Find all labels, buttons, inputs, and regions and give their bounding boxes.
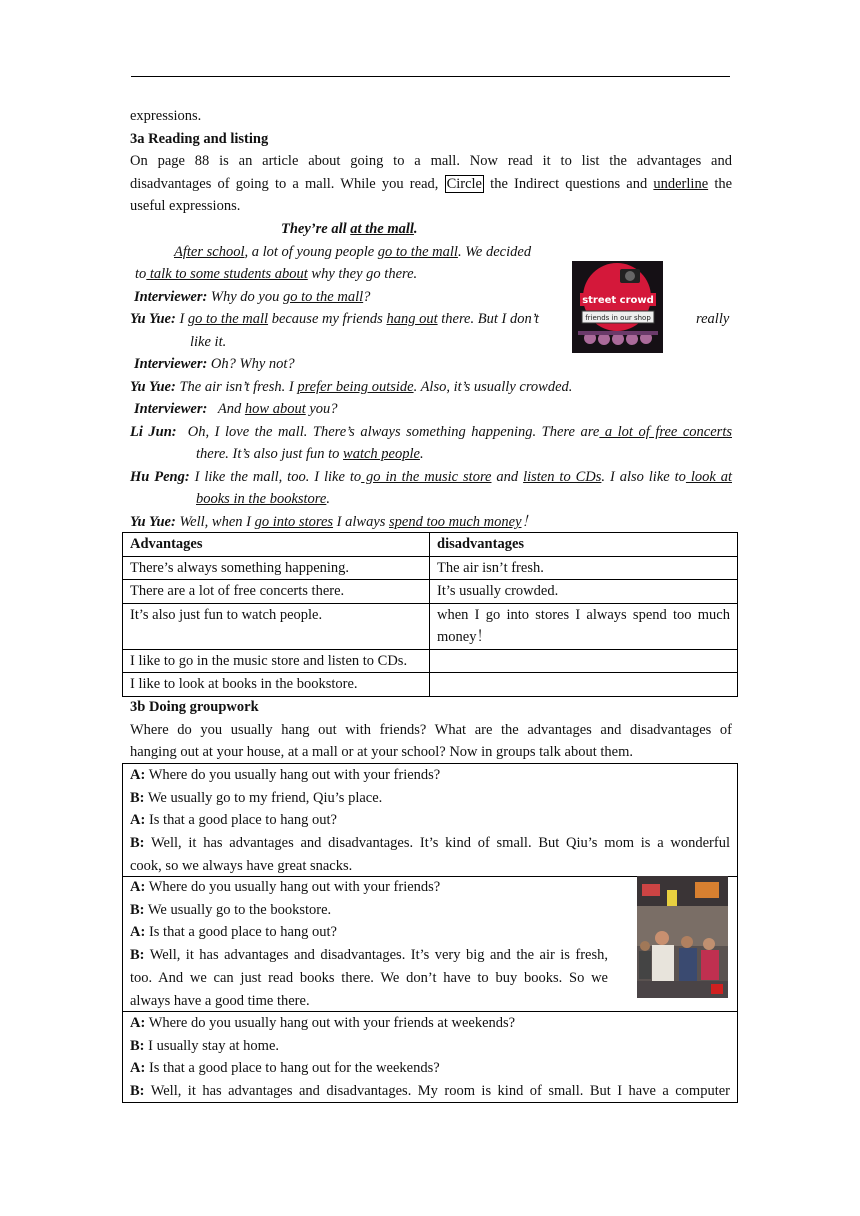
header-rule bbox=[131, 76, 730, 77]
dialog-line: B: Well, it has advantages and disadvantages. My room is kind of small. But I have a computer bbox=[130, 1083, 730, 1100]
street-photo-image bbox=[637, 876, 728, 998]
dialog-line: A: Where do you usually hang out with your friends? bbox=[130, 767, 441, 783]
interview-q3: Interviewer: And how about you? bbox=[134, 401, 338, 417]
logo-text-1: street crowd bbox=[582, 295, 654, 306]
dialog-line: always have a good time there. bbox=[130, 992, 310, 1009]
section-3a-instr-3: useful expressions. bbox=[130, 198, 241, 214]
table-cell: It’s also just fun to watch people. bbox=[123, 603, 430, 649]
dialog-line: A: Is that a good place to hang out? bbox=[130, 924, 337, 941]
table-header-row bbox=[123, 533, 738, 557]
interview-a1: Yu Yue: I go to the mall because my friends hang out there. But I don’t bbox=[130, 311, 539, 327]
dialog-line: B: I usually stay at home. bbox=[130, 1037, 280, 1054]
dialog-box-1 bbox=[122, 763, 738, 877]
table-row bbox=[123, 673, 738, 697]
dialog-line: cook, so we always have great snacks. bbox=[130, 857, 353, 874]
table-row bbox=[123, 580, 738, 604]
yu-yue-final: Yu Yue: Well, when I go into stores I always spend too much money！ bbox=[130, 514, 537, 530]
dialog-line: B: Well, it has advantages and disadvantages. It’s very big and the air is fresh, bbox=[130, 947, 608, 964]
street-crowd-logo-image bbox=[572, 261, 663, 353]
article-para-2: to talk to some students about why they go there. bbox=[135, 266, 418, 282]
table-cell bbox=[430, 673, 738, 697]
underline-word: underline bbox=[653, 176, 709, 192]
table-header-advantages: Advantages bbox=[123, 533, 430, 557]
circle-word: Circle bbox=[446, 176, 482, 192]
section-3b-instr-2: hanging out at your house, at a mall or at your school? Now in groups talk about them. bbox=[130, 744, 633, 760]
section-3b-title: 3b Doing groupwork bbox=[130, 699, 259, 715]
li-jun-line2: there. It’s also just fun to watch people. bbox=[196, 446, 424, 462]
dialog-line: B: Well, it has advantages and disadvantages. It’s kind of small. But Qiu’s mom is a wonderful bbox=[130, 835, 730, 852]
interview-q1: Interviewer: Why do you go to the mall? bbox=[134, 289, 371, 305]
section-3a-title: 3a Reading and listing bbox=[130, 131, 269, 147]
table-cell: when I go into stores I always spend too much money！ bbox=[430, 603, 738, 649]
dialog-line: too. And we can just read books there. We don’t have to buy books. So we bbox=[130, 969, 608, 986]
hu-peng-line2: books in the bookstore. bbox=[196, 491, 330, 507]
interview-q2: Interviewer: Oh? Why not? bbox=[134, 356, 295, 372]
section-3b-instr-1: Where do you usually hang out with friends? What are the advantages and disadvantages of bbox=[130, 722, 732, 738]
interview-a2: Yu Yue: The air isn’t fresh. I prefer being outside. Also, it’s usually crowded. bbox=[130, 379, 573, 395]
table-row bbox=[123, 603, 738, 649]
table-header-disadvantages: disadvantages bbox=[430, 533, 738, 557]
dialog-line: A: Is that a good place to hang out for the weekends? bbox=[130, 1060, 440, 1077]
article-title: They’re all at the mall. bbox=[281, 221, 418, 237]
dialog-line: A: Where do you usually hang out with your friends at weekends? bbox=[130, 1015, 516, 1031]
dialog-line: A: Where do you usually hang out with your friends? bbox=[130, 879, 441, 895]
dialog-line: B: We usually go to the bookstore. bbox=[130, 901, 332, 918]
interview-a1-really: really bbox=[696, 311, 730, 327]
table-cell bbox=[430, 649, 738, 673]
table-cell: I like to look at books in the bookstore. bbox=[123, 673, 430, 697]
table-cell: It’s usually crowded. bbox=[430, 580, 738, 604]
table-cell: There are a lot of free concerts there. bbox=[123, 580, 430, 604]
table-cell: The air isn’t fresh. bbox=[430, 556, 738, 580]
section-3a-instr-1: On page 88 is an article about going to a mall. Now read it to list the advantages and bbox=[130, 153, 732, 169]
li-jun-line1: Li Jun: Oh, I love the mall. There’s always something happening. There are a lot of free concerts bbox=[130, 424, 732, 440]
table-cell: I like to go in the music store and listen to CDs. bbox=[123, 649, 430, 673]
section-3a-instr-2: disadvantages of going to a mall. While you read, Circle the Indirect questions and underline the bbox=[130, 176, 733, 192]
table-row bbox=[123, 649, 738, 673]
dialog-line: B: We usually go to my friend, Qiu’s place. bbox=[130, 789, 383, 806]
article-para-1: After school, a lot of young people go to the mall. We decided bbox=[174, 244, 532, 260]
dialog-box-3 bbox=[122, 1012, 738, 1103]
intro-tail: expressions. bbox=[130, 108, 202, 124]
hu-peng-line1: Hu Peng: I like the mall, too. I like to go in the music store and listen to CDs. I also like to look at bbox=[130, 469, 732, 485]
logo-text-2: friends in our shop bbox=[585, 314, 651, 322]
dialog-line: A: Is that a good place to hang out? bbox=[130, 812, 337, 829]
table-row bbox=[123, 556, 738, 580]
table-cell: There’s always something happening. bbox=[123, 556, 430, 580]
interview-a1-line2: like it. bbox=[190, 334, 227, 350]
advantages-table bbox=[122, 532, 738, 697]
